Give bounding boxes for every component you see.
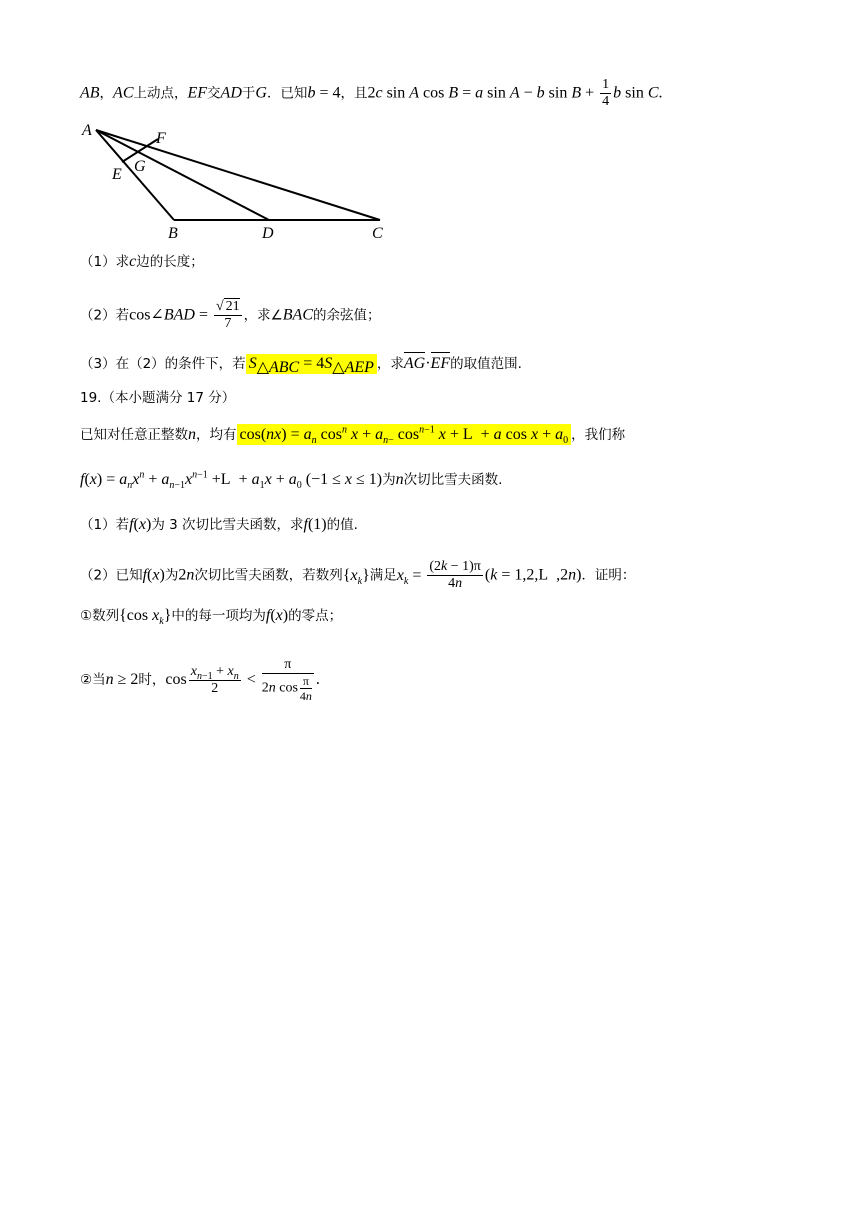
label-g: G	[134, 158, 146, 175]
q19-part1: （1）若f(x)为 3 次切比雪夫函数，求f(1)的值.	[80, 516, 358, 533]
q19-definition-line2: $f(x) = a_nx^n + a_{n-1}x^{n-1} +L + a_1x + a_0$ (−1 ≤ x ≤ 1)为n次切比雪夫函数.	[80, 469, 503, 492]
segment-ad	[96, 130, 269, 220]
q18-part1: （1）求c边的长度；	[80, 253, 204, 270]
segment-ac	[96, 130, 380, 220]
label-c: C	[372, 225, 383, 242]
label-e: E	[112, 166, 122, 183]
triangle-figure	[78, 112, 390, 242]
q19-header: 19.（本小题满分 17 分）	[80, 390, 236, 406]
q18-part3: （3）在（2）的条件下，若 $S_{\triangle ABC} = 4S_{\triangle AEP}$ ，求AG·EF的取值范围.	[80, 355, 522, 376]
label-f: F	[156, 130, 166, 147]
q18-part2: （2）若cos∠BAD = $\frac{√ 21}{7}$ ，求∠BAC的余弦值；	[80, 299, 381, 331]
label-a: A	[82, 122, 92, 139]
q19-statement2: ②当n ≥ 2时，cos $\frac{x_{n-1} + x_n}{2}$ < π 2n cos $\frac{\pi}{4n}$ .	[80, 657, 320, 703]
q19-definition-line1: 已知对任意正整数n，均有 $\cos(nx) = a_n$ $\cos^n x + a_{n-}$ $\cos^{n-1} x + L + a$ $\cos x + a_0$ ，我们称	[80, 424, 626, 447]
label-b: B	[168, 225, 178, 242]
label-d: D	[262, 225, 274, 242]
q19-statement1: ①数列{cos $x_k$}中的每一项均为f(x)的零点；	[80, 607, 343, 628]
q19-part2: （2）已知f(x)为2n次切比雪夫函数，若数列$\{x_k\}$满足$x_k$ = $\frac{(2k - 1)\pi}{4n}$ (k = 1,2,L ,2n)．证明：	[80, 559, 636, 591]
intro-line: AB，AC上动点，EF交AD于G．已知b = 4，且2c sin A cos B = a sin A − b sin B + $\frac{1}{4}$ b sin C.	[80, 77, 663, 109]
